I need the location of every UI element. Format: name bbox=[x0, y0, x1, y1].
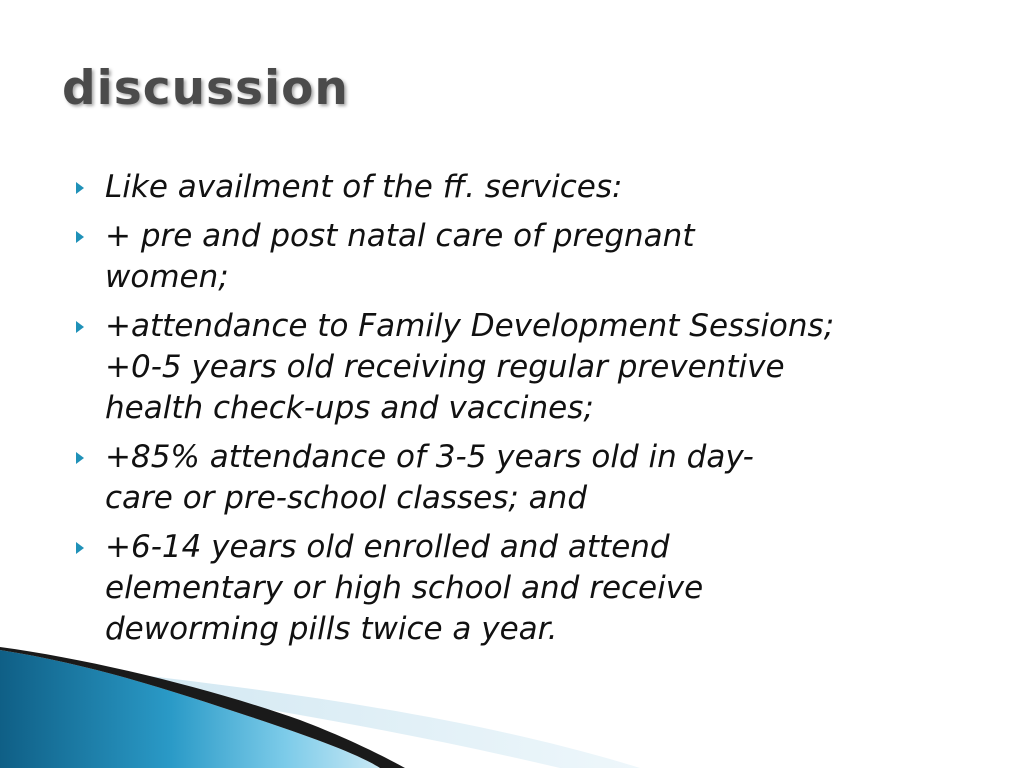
bullet-text: + pre and post natal care of pregnant women; bbox=[105, 218, 695, 295]
slide-title: discussion bbox=[62, 61, 349, 116]
bullet-text: +attendance to Family Development Sessions; +0-5 years old receiving regular preventive health check-ups and vaccines; bbox=[105, 308, 835, 426]
bullet-text: +6-14 years old enrolled and attend elementary or high school and receive deworming pills twice a year. bbox=[105, 529, 704, 647]
bullet-text: Like availment of the ff. services: bbox=[105, 169, 623, 205]
bullet-text: +85% attendance of 3-5 years old in day- care or pre-school classes; and bbox=[105, 439, 754, 516]
